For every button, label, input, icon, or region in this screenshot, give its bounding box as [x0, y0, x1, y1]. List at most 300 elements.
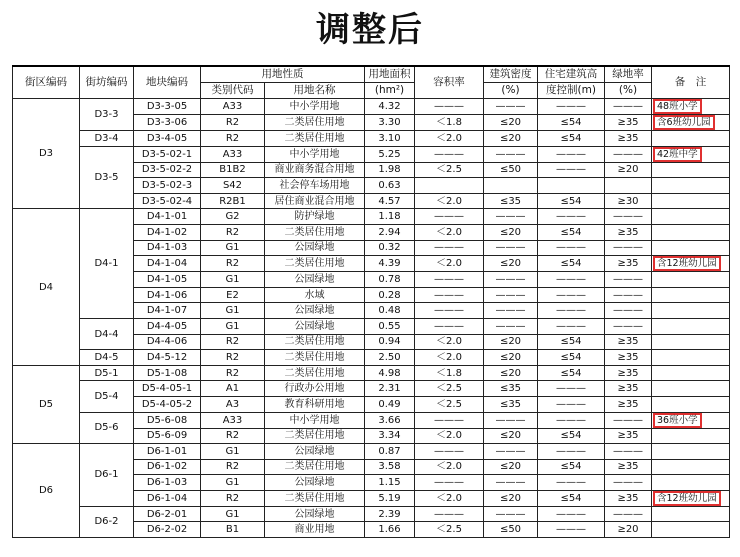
- parcel-cell: D3-5-02-3: [134, 178, 201, 194]
- far-cell: ＜2.5: [415, 162, 484, 178]
- area-cell: 5.19: [365, 490, 415, 506]
- note-cell: [652, 193, 730, 209]
- land-name-cell: 公园绿地: [265, 475, 365, 491]
- type-code-cell: G1: [201, 318, 265, 334]
- far-cell: ———: [415, 475, 484, 491]
- table-row: [13, 146, 730, 162]
- land-name-cell: 二类居住用地: [265, 224, 365, 240]
- green-cell: ———: [605, 318, 652, 334]
- header-density-unit: (%): [484, 83, 538, 99]
- land-name-cell: 二类居住用地: [265, 131, 365, 147]
- highlighted-note: 含12班幼儿园: [653, 491, 721, 506]
- land-name-cell: 公园绿地: [265, 303, 365, 319]
- density-cell: ≤20: [484, 131, 538, 147]
- green-cell: ≥20: [605, 522, 652, 538]
- header-area-unit: (hm²): [365, 83, 415, 99]
- note-cell: [652, 334, 730, 350]
- height-cell: ≤54: [538, 459, 605, 475]
- parcel-cell: D4-4-05: [134, 318, 201, 334]
- note-cell: [652, 318, 730, 334]
- parcel-cell: D3-5-02-2: [134, 162, 201, 178]
- area-cell: 0.78: [365, 272, 415, 288]
- district-cell: D3: [13, 99, 80, 209]
- block-cell: D5-4: [80, 381, 134, 412]
- highlighted-note: 含12班幼儿园: [653, 256, 721, 271]
- note-cell: [652, 146, 730, 162]
- far-cell: ＜2.5: [415, 522, 484, 538]
- table-header: [13, 66, 730, 99]
- block-cell: D3-3: [80, 99, 134, 131]
- note-cell: [652, 522, 730, 538]
- header-green-unit: (%): [605, 83, 652, 99]
- land-name-cell: 二类居住用地: [265, 350, 365, 366]
- table-row: [13, 444, 730, 460]
- parcel-cell: D6-2-02: [134, 522, 201, 538]
- height-cell: ———: [538, 146, 605, 162]
- land-name-cell: 公园绿地: [265, 240, 365, 256]
- land-name-cell: 公园绿地: [265, 444, 365, 460]
- note-cell: [652, 272, 730, 288]
- height-cell: ———: [538, 303, 605, 319]
- density-cell: ≤20: [484, 490, 538, 506]
- area-cell: 3.58: [365, 459, 415, 475]
- note-cell: [652, 396, 730, 412]
- green-cell: ≥35: [605, 115, 652, 131]
- area-cell: 0.48: [365, 303, 415, 319]
- height-cell: ———: [538, 162, 605, 178]
- type-code-cell: G1: [201, 444, 265, 460]
- far-cell: ———: [415, 146, 484, 162]
- height-cell: ≤54: [538, 490, 605, 506]
- land-name-cell: 二类居住用地: [265, 115, 365, 131]
- area-cell: 2.50: [365, 350, 415, 366]
- far-cell: ＜2.0: [415, 490, 484, 506]
- parcel-cell: D6-1-03: [134, 475, 201, 491]
- block-cell: D4-1: [80, 209, 134, 319]
- land-name-cell: 商业用地: [265, 522, 365, 538]
- block-cell: D6-1: [80, 444, 134, 507]
- table-row: [13, 131, 730, 147]
- parcel-cell: D4-5-12: [134, 350, 201, 366]
- area-cell: 0.87: [365, 444, 415, 460]
- land-name-cell: 公园绿地: [265, 506, 365, 522]
- area-cell: 4.32: [365, 99, 415, 115]
- type-code-cell: R2: [201, 459, 265, 475]
- green-cell: ≥35: [605, 365, 652, 381]
- block-cell: D5-1: [80, 365, 134, 381]
- type-code-cell: G1: [201, 303, 265, 319]
- parcel-cell: D5-4-05-2: [134, 396, 201, 412]
- parcel-cell: D5-6-08: [134, 412, 201, 428]
- area-cell: 0.55: [365, 318, 415, 334]
- height-cell: ———: [538, 318, 605, 334]
- parcel-cell: D3-3-05: [134, 99, 201, 115]
- area-cell: 0.32: [365, 240, 415, 256]
- green-cell: ≥35: [605, 396, 652, 412]
- parcel-cell: D4-1-02: [134, 224, 201, 240]
- header-far: 容积率: [415, 66, 484, 99]
- header-block: 街坊编码: [80, 66, 134, 99]
- height-cell: ———: [538, 99, 605, 115]
- table-row: [13, 506, 730, 522]
- note-cell: [652, 444, 730, 460]
- far-cell: ———: [415, 506, 484, 522]
- height-cell: ———: [538, 396, 605, 412]
- green-cell: ———: [605, 303, 652, 319]
- note-cell: [652, 256, 730, 272]
- height-cell: ———: [538, 240, 605, 256]
- note-cell: [652, 428, 730, 444]
- green-cell: ≥35: [605, 459, 652, 475]
- block-cell: D5-6: [80, 412, 134, 444]
- table-row: [13, 350, 730, 366]
- parcel-cell: D4-1-04: [134, 256, 201, 272]
- green-cell: ≥35: [605, 256, 652, 272]
- density-cell: ≤20: [484, 365, 538, 381]
- type-code-cell: B1B2: [201, 162, 265, 178]
- note-cell: [652, 506, 730, 522]
- density-cell: ≤35: [484, 396, 538, 412]
- density-cell: ≤50: [484, 522, 538, 538]
- type-code-cell: B1: [201, 522, 265, 538]
- land-name-cell: 二类居住用地: [265, 365, 365, 381]
- type-code-cell: A3: [201, 396, 265, 412]
- land-name-cell: 教育科研用地: [265, 396, 365, 412]
- area-cell: 3.30: [365, 115, 415, 131]
- far-cell: [415, 178, 484, 194]
- note-cell: [652, 209, 730, 225]
- green-cell: ———: [605, 209, 652, 225]
- type-code-cell: A33: [201, 146, 265, 162]
- density-cell: ———: [484, 444, 538, 460]
- type-code-cell: R2: [201, 115, 265, 131]
- note-cell: [652, 365, 730, 381]
- green-cell: ———: [605, 146, 652, 162]
- header-type-code: 类别代码: [201, 83, 265, 99]
- type-code-cell: R2: [201, 490, 265, 506]
- green-cell: ≥35: [605, 381, 652, 397]
- height-cell: ≤54: [538, 224, 605, 240]
- note-cell: [652, 490, 730, 506]
- density-cell: [484, 178, 538, 194]
- area-cell: 2.39: [365, 506, 415, 522]
- parcel-cell: D3-3-06: [134, 115, 201, 131]
- header-land-name: 用地名称: [265, 83, 365, 99]
- highlighted-note: 含6班幼儿园: [653, 115, 715, 130]
- density-cell: ≤20: [484, 459, 538, 475]
- parcel-cell: D4-1-07: [134, 303, 201, 319]
- far-cell: ———: [415, 99, 484, 115]
- land-name-cell: 二类居住用地: [265, 334, 365, 350]
- parcel-cell: D4-1-01: [134, 209, 201, 225]
- far-cell: ———: [415, 318, 484, 334]
- note-cell: [652, 115, 730, 131]
- land-name-cell: 中小学用地: [265, 412, 365, 428]
- table-row: [13, 381, 730, 397]
- highlighted-note: 36班小学: [653, 413, 702, 428]
- far-cell: ＜2.0: [415, 334, 484, 350]
- note-cell: [652, 459, 730, 475]
- note-cell: [652, 303, 730, 319]
- land-name-cell: 行政办公用地: [265, 381, 365, 397]
- type-code-cell: A1: [201, 381, 265, 397]
- far-cell: ＜2.0: [415, 224, 484, 240]
- height-cell: ≤54: [538, 256, 605, 272]
- density-cell: ———: [484, 475, 538, 491]
- highlighted-note: 42班中学: [653, 147, 702, 162]
- area-cell: 4.39: [365, 256, 415, 272]
- green-cell: ≥35: [605, 224, 652, 240]
- far-cell: ———: [415, 287, 484, 303]
- type-code-cell: R2: [201, 131, 265, 147]
- note-cell: [652, 381, 730, 397]
- green-cell: [605, 178, 652, 194]
- type-code-cell: R2: [201, 350, 265, 366]
- type-code-cell: G1: [201, 475, 265, 491]
- land-use-table: [12, 65, 730, 538]
- green-cell: ———: [605, 506, 652, 522]
- header-note: 备 注: [652, 66, 730, 99]
- parcel-cell: D6-2-01: [134, 506, 201, 522]
- parcel-cell: D4-1-03: [134, 240, 201, 256]
- far-cell: ———: [415, 303, 484, 319]
- type-code-cell: G1: [201, 272, 265, 288]
- district-cell: D4: [13, 209, 80, 365]
- green-cell: ———: [605, 272, 652, 288]
- area-cell: 0.63: [365, 178, 415, 194]
- header-parcel: 地块编码: [134, 66, 201, 99]
- header-green: 绿地率: [605, 66, 652, 83]
- note-cell: [652, 131, 730, 147]
- page-title: 调整后: [316, 10, 424, 50]
- note-cell: [652, 178, 730, 194]
- land-name-cell: 公园绿地: [265, 272, 365, 288]
- table-body: [13, 99, 730, 538]
- header-density: 建筑密度: [484, 66, 538, 83]
- note-cell: [652, 412, 730, 428]
- type-code-cell: A33: [201, 412, 265, 428]
- parcel-cell: D6-1-01: [134, 444, 201, 460]
- green-cell: ≥35: [605, 131, 652, 147]
- district-cell: D6: [13, 444, 80, 538]
- area-cell: 0.49: [365, 396, 415, 412]
- density-cell: ≤35: [484, 381, 538, 397]
- land-name-cell: 中小学用地: [265, 99, 365, 115]
- type-code-cell: R2: [201, 334, 265, 350]
- height-cell: ≤54: [538, 428, 605, 444]
- parcel-cell: D4-1-06: [134, 287, 201, 303]
- table-row: [13, 365, 730, 381]
- district-cell: D5: [13, 365, 80, 443]
- table-row: [13, 318, 730, 334]
- density-cell: ———: [484, 272, 538, 288]
- far-cell: ＜2.0: [415, 256, 484, 272]
- block-cell: D3-5: [80, 146, 134, 209]
- header-height-sub: 度控制(m): [538, 83, 605, 99]
- far-cell: ———: [415, 444, 484, 460]
- block-cell: D3-4: [80, 131, 134, 147]
- density-cell: ———: [484, 506, 538, 522]
- land-name-cell: 中小学用地: [265, 146, 365, 162]
- far-cell: ———: [415, 412, 484, 428]
- height-cell: ≤54: [538, 365, 605, 381]
- density-cell: ≤35: [484, 193, 538, 209]
- height-cell: ≤54: [538, 115, 605, 131]
- parcel-cell: D3-5-02-1: [134, 146, 201, 162]
- green-cell: ≥35: [605, 428, 652, 444]
- land-name-cell: 二类居住用地: [265, 256, 365, 272]
- height-cell: ≤54: [538, 131, 605, 147]
- block-cell: D6-2: [80, 506, 134, 537]
- parcel-cell: D3-4-05: [134, 131, 201, 147]
- far-cell: ＜1.8: [415, 365, 484, 381]
- type-code-cell: G1: [201, 240, 265, 256]
- density-cell: ———: [484, 412, 538, 428]
- header-height: 住宅建筑高: [538, 66, 605, 83]
- type-code-cell: G2: [201, 209, 265, 225]
- note-cell: [652, 350, 730, 366]
- height-cell: ———: [538, 209, 605, 225]
- far-cell: ＜2.0: [415, 459, 484, 475]
- green-cell: ———: [605, 240, 652, 256]
- far-cell: ＜1.8: [415, 115, 484, 131]
- green-cell: ≥35: [605, 490, 652, 506]
- area-cell: 1.15: [365, 475, 415, 491]
- parcel-cell: D5-1-08: [134, 365, 201, 381]
- land-name-cell: 防护绿地: [265, 209, 365, 225]
- area-cell: 4.57: [365, 193, 415, 209]
- green-cell: ≥35: [605, 334, 652, 350]
- land-name-cell: 二类居住用地: [265, 459, 365, 475]
- land-name-cell: 二类居住用地: [265, 490, 365, 506]
- parcel-cell: D6-1-02: [134, 459, 201, 475]
- type-code-cell: R2: [201, 224, 265, 240]
- height-cell: ≤54: [538, 350, 605, 366]
- density-cell: ≤20: [484, 334, 538, 350]
- density-cell: ———: [484, 209, 538, 225]
- density-cell: ≤20: [484, 224, 538, 240]
- density-cell: ≤50: [484, 162, 538, 178]
- height-cell: ———: [538, 272, 605, 288]
- height-cell: ———: [538, 522, 605, 538]
- density-cell: ———: [484, 146, 538, 162]
- land-name-cell: 水域: [265, 287, 365, 303]
- table-row: [13, 209, 730, 225]
- area-cell: 3.34: [365, 428, 415, 444]
- area-cell: 2.31: [365, 381, 415, 397]
- green-cell: ———: [605, 412, 652, 428]
- area-cell: 1.66: [365, 522, 415, 538]
- area-cell: 5.25: [365, 146, 415, 162]
- height-cell: ———: [538, 444, 605, 460]
- height-cell: ———: [538, 412, 605, 428]
- type-code-cell: R2: [201, 365, 265, 381]
- density-cell: ———: [484, 303, 538, 319]
- far-cell: ＜2.0: [415, 428, 484, 444]
- type-code-cell: S42: [201, 178, 265, 194]
- type-code-cell: R2: [201, 428, 265, 444]
- far-cell: ＜2.5: [415, 381, 484, 397]
- far-cell: ———: [415, 240, 484, 256]
- far-cell: ＜2.0: [415, 193, 484, 209]
- parcel-cell: D6-1-04: [134, 490, 201, 506]
- block-cell: D4-5: [80, 350, 134, 366]
- note-cell: [652, 287, 730, 303]
- far-cell: ———: [415, 209, 484, 225]
- green-cell: ≥30: [605, 193, 652, 209]
- density-cell: ———: [484, 318, 538, 334]
- density-cell: ≤20: [484, 256, 538, 272]
- far-cell: ＜2.0: [415, 131, 484, 147]
- parcel-cell: D5-4-05-1: [134, 381, 201, 397]
- green-cell: ———: [605, 444, 652, 460]
- density-cell: ≤20: [484, 115, 538, 131]
- area-cell: 4.98: [365, 365, 415, 381]
- parcel-cell: D5-6-09: [134, 428, 201, 444]
- height-cell: ———: [538, 287, 605, 303]
- density-cell: ≤20: [484, 350, 538, 366]
- parcel-cell: D3-5-02-4: [134, 193, 201, 209]
- land-name-cell: 商业商务混合用地: [265, 162, 365, 178]
- density-cell: ———: [484, 287, 538, 303]
- green-cell: ———: [605, 287, 652, 303]
- height-cell: ———: [538, 381, 605, 397]
- highlighted-note: 48班小学: [653, 99, 702, 114]
- area-cell: 1.18: [365, 209, 415, 225]
- land-name-cell: 二类居住用地: [265, 428, 365, 444]
- area-cell: 3.66: [365, 412, 415, 428]
- type-code-cell: G1: [201, 506, 265, 522]
- area-cell: 0.28: [365, 287, 415, 303]
- parcel-cell: D4-1-05: [134, 272, 201, 288]
- note-cell: [652, 240, 730, 256]
- header-land-use: 用地性质: [201, 66, 365, 83]
- note-cell: [652, 224, 730, 240]
- green-cell: ≥20: [605, 162, 652, 178]
- table-row: [13, 412, 730, 428]
- height-cell: ———: [538, 506, 605, 522]
- height-cell: ———: [538, 475, 605, 491]
- land-name-cell: 居住商业混合用地: [265, 193, 365, 209]
- land-name-cell: 公园绿地: [265, 318, 365, 334]
- far-cell: ＜2.0: [415, 350, 484, 366]
- far-cell: ＜2.5: [415, 396, 484, 412]
- density-cell: ———: [484, 99, 538, 115]
- density-cell: ———: [484, 240, 538, 256]
- height-cell: ≤54: [538, 193, 605, 209]
- header-area: 用地面积: [365, 66, 415, 83]
- height-cell: ≤54: [538, 334, 605, 350]
- green-cell: ———: [605, 99, 652, 115]
- table-row: [13, 99, 730, 115]
- type-code-cell: E2: [201, 287, 265, 303]
- green-cell: ———: [605, 475, 652, 491]
- green-cell: ≥35: [605, 350, 652, 366]
- type-code-cell: R2B1: [201, 193, 265, 209]
- type-code-cell: R2: [201, 256, 265, 272]
- land-name-cell: 社会停车场用地: [265, 178, 365, 194]
- block-cell: D4-4: [80, 318, 134, 349]
- header-district: 街区编码: [13, 66, 80, 99]
- parcel-cell: D4-4-06: [134, 334, 201, 350]
- height-cell: [538, 178, 605, 194]
- density-cell: ≤20: [484, 428, 538, 444]
- area-cell: 0.94: [365, 334, 415, 350]
- area-cell: 2.94: [365, 224, 415, 240]
- area-cell: 1.98: [365, 162, 415, 178]
- type-code-cell: A33: [201, 99, 265, 115]
- far-cell: ———: [415, 272, 484, 288]
